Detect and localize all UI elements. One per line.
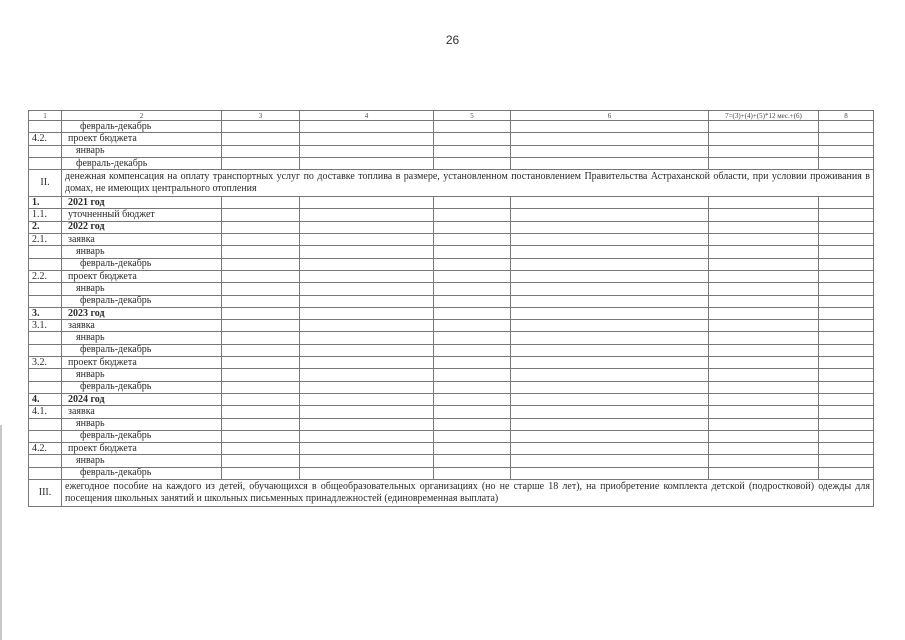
year-row xyxy=(29,197,874,209)
value-cell xyxy=(819,307,874,319)
value-cell xyxy=(222,246,300,258)
value-cell xyxy=(819,209,874,221)
value-cell xyxy=(511,430,709,442)
row-label: проект бюджета xyxy=(62,443,222,455)
value-cell xyxy=(709,393,819,405)
row-label: январь xyxy=(62,369,222,381)
value-cell xyxy=(434,221,511,233)
row-number: 2.2. xyxy=(29,270,62,282)
row-label: заявка xyxy=(62,320,222,332)
table-row xyxy=(29,209,874,221)
value-cell xyxy=(819,357,874,369)
value-cell xyxy=(222,357,300,369)
table-row xyxy=(29,320,874,332)
year-row xyxy=(29,393,874,405)
value-cell xyxy=(819,258,874,270)
row-label: февраль-декабрь xyxy=(62,467,222,479)
value-cell xyxy=(434,320,511,332)
value-cell xyxy=(511,283,709,295)
value-cell xyxy=(819,406,874,418)
value-cell xyxy=(434,197,511,209)
value-cell xyxy=(511,344,709,356)
row-label: февраль-декабрь xyxy=(62,344,222,356)
value-cell xyxy=(300,369,434,381)
value-cell xyxy=(511,157,709,169)
value-cell xyxy=(222,121,300,133)
value-cell xyxy=(819,197,874,209)
row-number xyxy=(29,258,62,270)
page-number: 26 xyxy=(445,33,460,47)
value-cell xyxy=(434,418,511,430)
row-number xyxy=(29,430,62,442)
table-row xyxy=(29,418,874,430)
value-cell xyxy=(511,246,709,258)
row-label: февраль-декабрь xyxy=(62,121,222,133)
table-row xyxy=(29,121,874,133)
value-cell xyxy=(709,221,819,233)
value-cell xyxy=(222,283,300,295)
row-label: февраль-декабрь xyxy=(62,381,222,393)
value-cell xyxy=(434,246,511,258)
value-cell xyxy=(819,157,874,169)
value-cell xyxy=(434,234,511,246)
value-cell xyxy=(300,406,434,418)
value-cell xyxy=(434,381,511,393)
value-cell xyxy=(300,344,434,356)
row-label: 2024 год xyxy=(62,393,222,405)
value-cell xyxy=(709,307,819,319)
value-cell xyxy=(300,332,434,344)
row-label: январь xyxy=(62,332,222,344)
value-cell xyxy=(709,369,819,381)
row-label: февраль-декабрь xyxy=(62,157,222,169)
value-cell xyxy=(511,455,709,467)
row-label: январь xyxy=(62,145,222,157)
value-cell xyxy=(434,443,511,455)
value-cell xyxy=(819,246,874,258)
row-number xyxy=(29,344,62,356)
value-cell xyxy=(222,320,300,332)
row-label: февраль-декабрь xyxy=(62,295,222,307)
value-cell xyxy=(222,234,300,246)
table-row xyxy=(29,283,874,295)
value-cell xyxy=(300,258,434,270)
row-label: уточненный бюджет xyxy=(62,209,222,221)
value-cell xyxy=(511,393,709,405)
value-cell xyxy=(434,157,511,169)
table-row xyxy=(29,369,874,381)
value-cell xyxy=(709,283,819,295)
value-cell xyxy=(709,455,819,467)
row-label: 2021 год xyxy=(62,197,222,209)
value-cell xyxy=(300,133,434,145)
row-number xyxy=(29,467,62,479)
row-label: 2023 год xyxy=(62,307,222,319)
section-number: III. xyxy=(29,480,62,507)
value-cell xyxy=(819,133,874,145)
value-cell xyxy=(222,406,300,418)
row-number xyxy=(29,332,62,344)
value-cell xyxy=(511,307,709,319)
value-cell xyxy=(434,467,511,479)
value-cell xyxy=(709,344,819,356)
value-cell xyxy=(222,157,300,169)
row-number xyxy=(29,381,62,393)
table-row xyxy=(29,430,874,442)
value-cell xyxy=(300,443,434,455)
row-label: заявка xyxy=(62,234,222,246)
table-row xyxy=(29,455,874,467)
value-cell xyxy=(300,393,434,405)
scan-edge-line xyxy=(0,425,2,640)
section-row xyxy=(29,170,874,197)
row-number: 4.2. xyxy=(29,133,62,145)
value-cell xyxy=(222,145,300,157)
value-cell xyxy=(819,332,874,344)
value-cell xyxy=(222,258,300,270)
value-cell xyxy=(511,357,709,369)
value-cell xyxy=(819,393,874,405)
value-cell xyxy=(819,381,874,393)
value-cell xyxy=(222,307,300,319)
row-number xyxy=(29,145,62,157)
value-cell xyxy=(434,455,511,467)
table-row xyxy=(29,332,874,344)
value-cell xyxy=(434,430,511,442)
value-cell xyxy=(709,197,819,209)
table-row xyxy=(29,246,874,258)
row-number xyxy=(29,418,62,430)
header-cell: 7=(3)+(4)+(5)*12 мес.+(6) xyxy=(709,111,819,121)
value-cell xyxy=(222,443,300,455)
value-cell xyxy=(819,455,874,467)
value-cell xyxy=(709,157,819,169)
value-cell xyxy=(709,270,819,282)
row-number xyxy=(29,283,62,295)
header-cell: 4 xyxy=(300,111,434,121)
value-cell xyxy=(300,234,434,246)
row-label: январь xyxy=(62,455,222,467)
value-cell xyxy=(819,430,874,442)
value-cell xyxy=(511,121,709,133)
value-cell xyxy=(434,307,511,319)
value-cell xyxy=(300,209,434,221)
value-cell xyxy=(709,406,819,418)
table-row xyxy=(29,406,874,418)
header-cell: 3 xyxy=(222,111,300,121)
value-cell xyxy=(434,270,511,282)
value-cell xyxy=(709,443,819,455)
header-cell: 5 xyxy=(434,111,511,121)
table-row xyxy=(29,467,874,479)
row-label: проект бюджета xyxy=(62,270,222,282)
row-label: февраль-декабрь xyxy=(62,258,222,270)
value-cell xyxy=(709,209,819,221)
value-cell xyxy=(300,418,434,430)
value-cell xyxy=(434,209,511,221)
value-cell xyxy=(300,357,434,369)
header-cell: 6 xyxy=(511,111,709,121)
value-cell xyxy=(819,121,874,133)
value-cell xyxy=(709,320,819,332)
year-row xyxy=(29,307,874,319)
row-number xyxy=(29,295,62,307)
value-cell xyxy=(819,270,874,282)
header-cell: 1 xyxy=(29,111,62,121)
value-cell xyxy=(222,209,300,221)
value-cell xyxy=(709,332,819,344)
value-cell xyxy=(511,145,709,157)
value-cell xyxy=(709,381,819,393)
value-cell xyxy=(434,133,511,145)
value-cell xyxy=(819,344,874,356)
value-cell xyxy=(222,133,300,145)
value-cell xyxy=(300,320,434,332)
value-cell xyxy=(511,443,709,455)
table-row xyxy=(29,157,874,169)
value-cell xyxy=(709,418,819,430)
value-cell xyxy=(511,369,709,381)
value-cell xyxy=(300,455,434,467)
value-cell xyxy=(434,145,511,157)
value-cell xyxy=(819,221,874,233)
row-number: 1. xyxy=(29,197,62,209)
value-cell xyxy=(434,258,511,270)
value-cell xyxy=(222,197,300,209)
value-cell xyxy=(511,320,709,332)
row-number: 4.1. xyxy=(29,406,62,418)
year-row xyxy=(29,221,874,233)
table-row xyxy=(29,443,874,455)
value-cell xyxy=(709,467,819,479)
value-cell xyxy=(819,443,874,455)
value-cell xyxy=(222,418,300,430)
value-cell xyxy=(511,418,709,430)
value-cell xyxy=(222,467,300,479)
value-cell xyxy=(511,221,709,233)
value-cell xyxy=(709,295,819,307)
value-cell xyxy=(819,467,874,479)
value-cell xyxy=(819,234,874,246)
value-cell xyxy=(300,430,434,442)
row-number xyxy=(29,455,62,467)
row-number: 3.1. xyxy=(29,320,62,332)
table-row xyxy=(29,258,874,270)
value-cell xyxy=(511,234,709,246)
section-title: денежная компенсация на оплату транспортных услуг по доставке топлива в размере, установленном постановлением Правительства Астраханской области, при условии проживания в домах, не имеющих центрального отопления xyxy=(62,170,874,197)
table-row xyxy=(29,295,874,307)
value-cell xyxy=(511,133,709,145)
value-cell xyxy=(300,197,434,209)
row-number: 4. xyxy=(29,393,62,405)
value-cell xyxy=(434,121,511,133)
value-cell xyxy=(434,393,511,405)
row-label: 2022 год xyxy=(62,221,222,233)
value-cell xyxy=(511,406,709,418)
value-cell xyxy=(300,381,434,393)
value-cell xyxy=(709,121,819,133)
row-label: проект бюджета xyxy=(62,133,222,145)
value-cell xyxy=(300,157,434,169)
row-label: проект бюджета xyxy=(62,357,222,369)
value-cell xyxy=(222,270,300,282)
row-number: 3. xyxy=(29,307,62,319)
value-cell xyxy=(222,455,300,467)
row-number xyxy=(29,121,62,133)
row-label: январь xyxy=(62,246,222,258)
row-number: 1.1. xyxy=(29,209,62,221)
header-cell: 8 xyxy=(819,111,874,121)
value-cell xyxy=(300,221,434,233)
value-cell xyxy=(222,393,300,405)
value-cell xyxy=(300,121,434,133)
value-cell xyxy=(300,467,434,479)
table-row xyxy=(29,381,874,393)
value-cell xyxy=(434,344,511,356)
value-cell xyxy=(300,145,434,157)
row-number xyxy=(29,157,62,169)
value-cell xyxy=(709,133,819,145)
value-cell xyxy=(819,369,874,381)
row-label: январь xyxy=(62,283,222,295)
value-cell xyxy=(300,283,434,295)
section-number: II. xyxy=(29,170,62,197)
row-label: февраль-декабрь xyxy=(62,430,222,442)
value-cell xyxy=(709,234,819,246)
row-number: 2. xyxy=(29,221,62,233)
value-cell xyxy=(222,381,300,393)
value-cell xyxy=(511,258,709,270)
value-cell xyxy=(709,258,819,270)
row-number xyxy=(29,369,62,381)
row-label: заявка xyxy=(62,406,222,418)
value-cell xyxy=(819,295,874,307)
budget-table xyxy=(28,110,874,507)
table-body xyxy=(29,111,874,507)
value-cell xyxy=(222,430,300,442)
row-number: 4.2. xyxy=(29,443,62,455)
value-cell xyxy=(434,295,511,307)
section-row xyxy=(29,480,874,507)
table-row xyxy=(29,357,874,369)
row-label: январь xyxy=(62,418,222,430)
row-number: 2.1. xyxy=(29,234,62,246)
value-cell xyxy=(222,295,300,307)
value-cell xyxy=(300,270,434,282)
value-cell xyxy=(222,332,300,344)
table-row xyxy=(29,145,874,157)
value-cell xyxy=(434,369,511,381)
value-cell xyxy=(709,145,819,157)
value-cell xyxy=(300,307,434,319)
table-row xyxy=(29,133,874,145)
value-cell xyxy=(300,295,434,307)
value-cell xyxy=(511,467,709,479)
value-cell xyxy=(819,418,874,430)
value-cell xyxy=(709,430,819,442)
value-cell xyxy=(511,270,709,282)
value-cell xyxy=(511,381,709,393)
value-cell xyxy=(709,246,819,258)
value-cell xyxy=(511,295,709,307)
value-cell xyxy=(819,145,874,157)
value-cell xyxy=(222,221,300,233)
value-cell xyxy=(434,357,511,369)
value-cell xyxy=(434,283,511,295)
value-cell xyxy=(819,320,874,332)
table-row xyxy=(29,234,874,246)
column-number-header-row xyxy=(29,111,874,121)
table-row xyxy=(29,344,874,356)
row-number xyxy=(29,246,62,258)
value-cell xyxy=(300,246,434,258)
value-cell xyxy=(819,283,874,295)
section-title: ежегодное пособие на каждого из детей, обучающихся в общеобразовательных организациях (но не старше 18 лет), на приобретение комплекта детской (подростковой) одежды для посещения школьных занятий и школьных письменных принадлежностей (единовременная выплата) xyxy=(62,480,874,507)
value-cell xyxy=(511,332,709,344)
row-number: 3.2. xyxy=(29,357,62,369)
table-row xyxy=(29,270,874,282)
header-cell: 2 xyxy=(62,111,222,121)
value-cell xyxy=(434,332,511,344)
value-cell xyxy=(709,357,819,369)
value-cell xyxy=(222,369,300,381)
value-cell xyxy=(511,209,709,221)
value-cell xyxy=(511,197,709,209)
value-cell xyxy=(222,344,300,356)
value-cell xyxy=(434,406,511,418)
